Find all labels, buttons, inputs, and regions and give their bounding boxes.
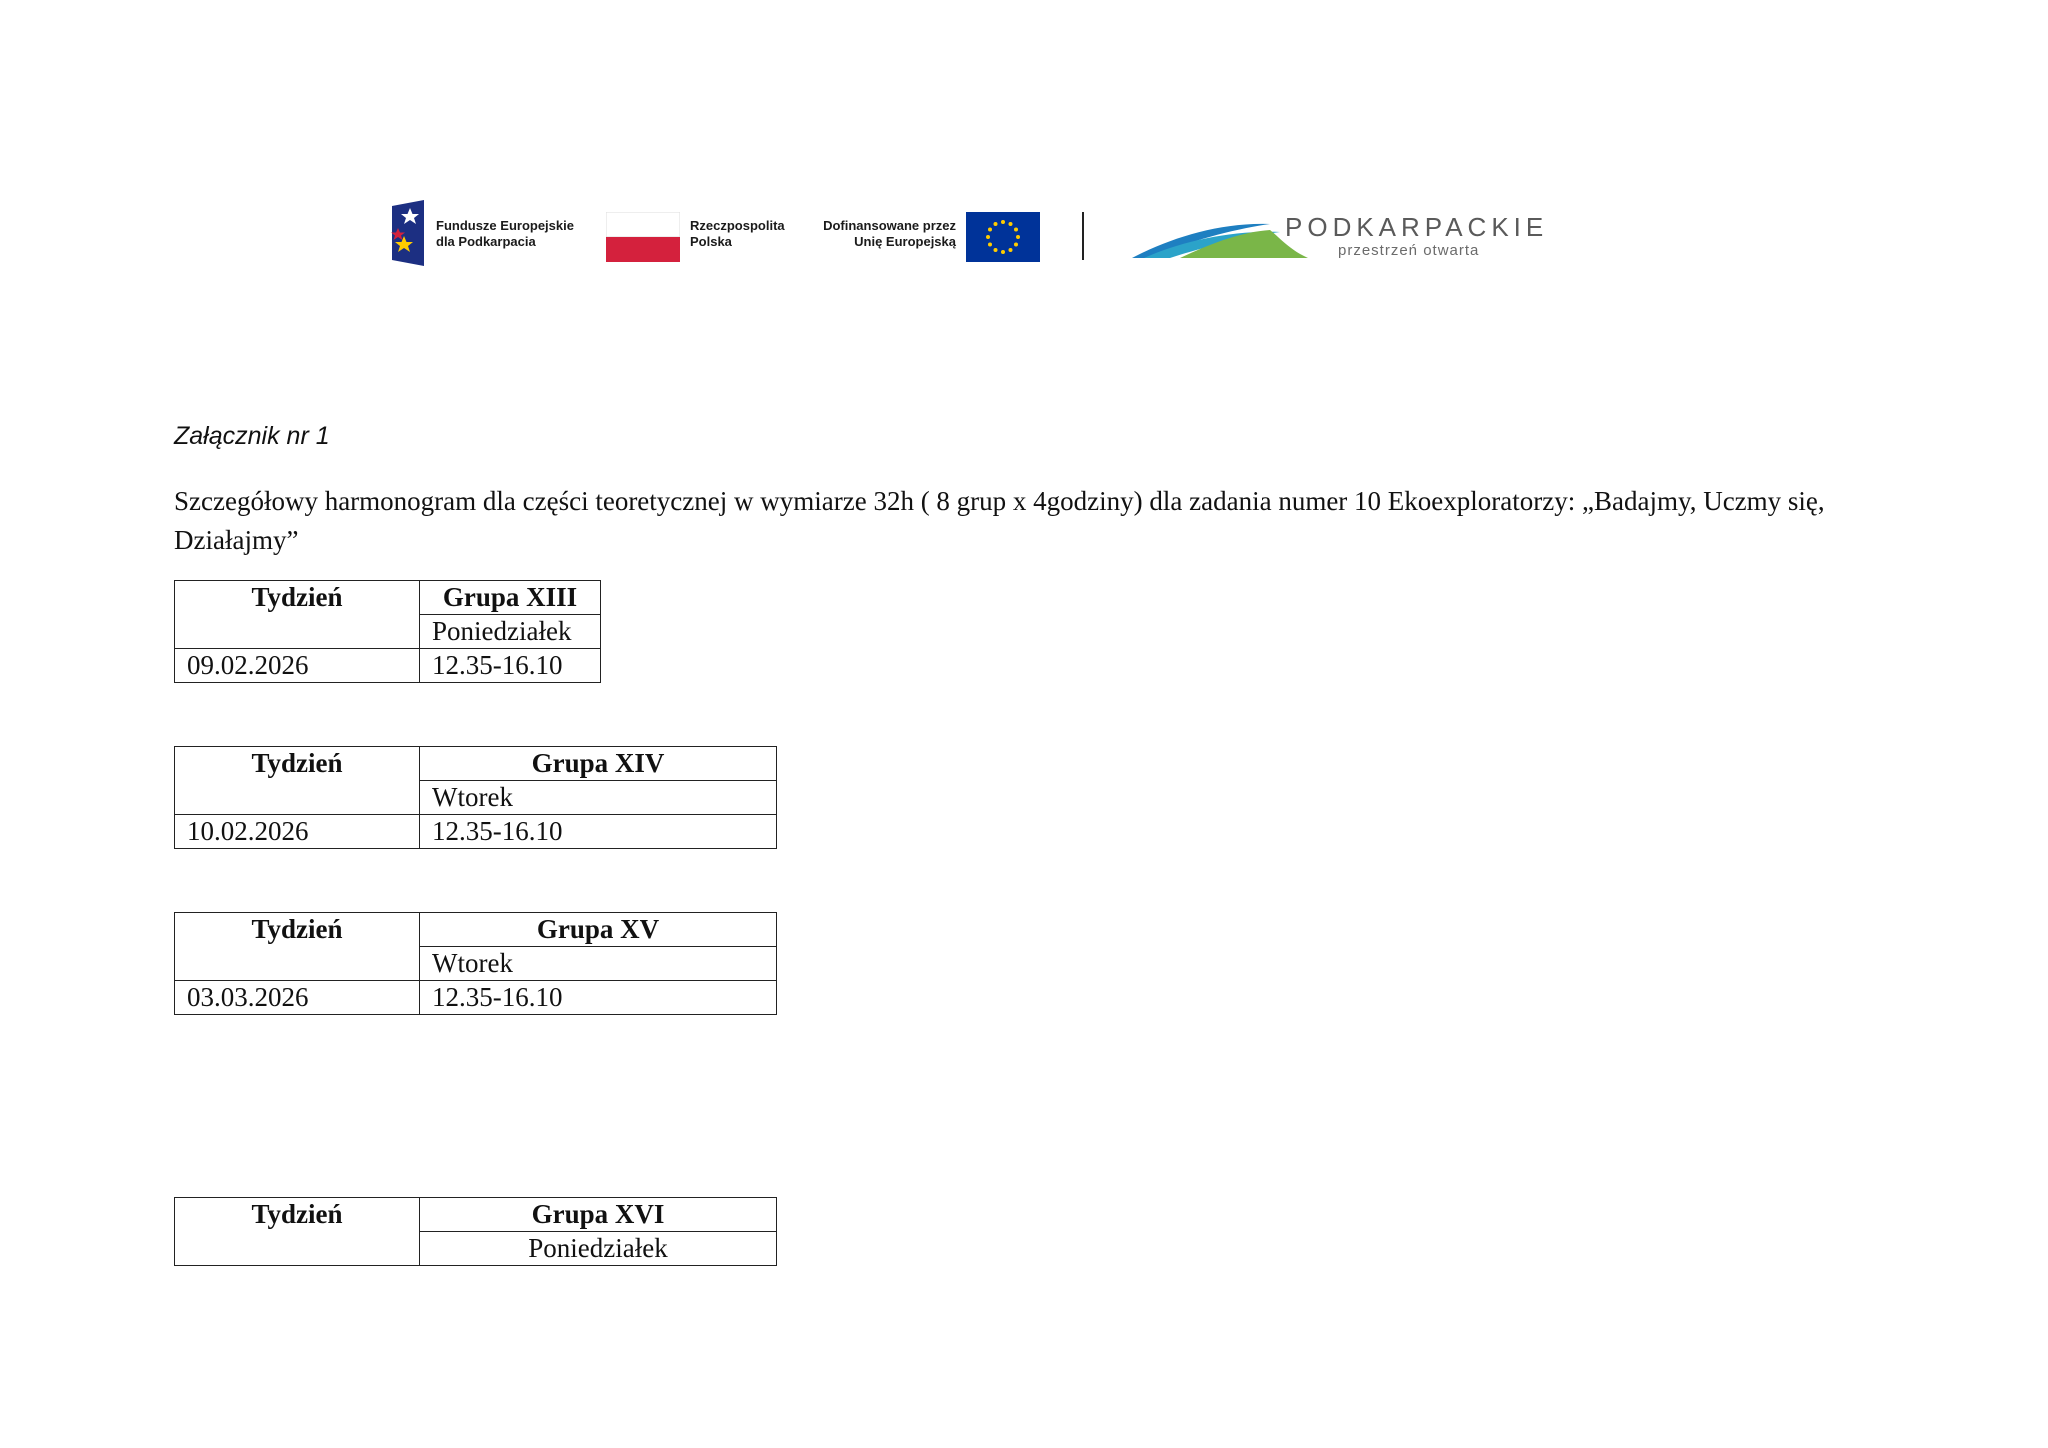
eu-line2: Unię Europejską xyxy=(854,234,956,249)
week-header: Tydzień xyxy=(175,1198,420,1266)
eu-logo-text xyxy=(823,218,956,250)
table-row xyxy=(175,747,777,781)
pl-logo-text xyxy=(690,218,785,250)
podkarpackie-tagline: przestrzeń otwarta xyxy=(1338,242,1480,259)
schedule-table-3 xyxy=(174,912,777,1015)
table-row xyxy=(175,913,777,947)
pl-line2: Polska xyxy=(690,234,732,249)
fe-line1: Fundusze Europejskie xyxy=(436,218,574,233)
week-header: Tydzień xyxy=(175,747,420,815)
group-header: Grupa XVI xyxy=(420,1198,777,1232)
fe-logo-text xyxy=(436,218,574,250)
logo-divider xyxy=(1082,212,1084,260)
time-cell: 12.35-16.10 xyxy=(420,649,601,683)
logo-bar xyxy=(390,200,1550,270)
eu-flag-icon xyxy=(966,212,1040,262)
fe-logo xyxy=(390,200,590,270)
podkarpackie-hills-icon xyxy=(1130,208,1310,268)
schedule-table-2 xyxy=(174,746,777,849)
fe-line2: dla Podkarpacia xyxy=(436,234,536,249)
fe-star-icon xyxy=(390,200,430,266)
group-header: Grupa XIII xyxy=(420,581,601,615)
table-row xyxy=(175,649,601,683)
week-header: Tydzień xyxy=(175,581,420,649)
podkarpackie-name: PODKARPACKIE xyxy=(1285,212,1549,242)
annex-label: Załącznik nr 1 xyxy=(174,422,330,450)
day-cell: Poniedziałek xyxy=(420,1232,777,1266)
table-row xyxy=(175,815,777,849)
podkarpackie-logo xyxy=(1130,200,1550,270)
group-header: Grupa XIV xyxy=(420,747,777,781)
schedule-table-1 xyxy=(174,580,601,683)
day-cell: Wtorek xyxy=(420,781,777,815)
week-header: Tydzień xyxy=(175,913,420,981)
schedule-table-4 xyxy=(174,1197,777,1266)
date-cell: 10.02.2026 xyxy=(175,815,420,849)
date-cell: 03.03.2026 xyxy=(175,981,420,1015)
time-cell: 12.35-16.10 xyxy=(420,815,777,849)
schedule-intro: Szczegółowy harmonogram dla części teoretycznej w wymiarze 32h ( 8 grup x 4godziny) dla zadania numer 10 Ekoexploratorzy: „Badajmy, Uczmy się, Działajmy” xyxy=(174,486,1825,555)
pl-line1: Rzeczpospolita xyxy=(690,218,785,233)
table-row xyxy=(175,1198,777,1232)
group-header: Grupa XV xyxy=(420,913,777,947)
time-cell: 12.35-16.10 xyxy=(420,981,777,1015)
eu-line1: Dofinansowane przez xyxy=(823,218,956,233)
eu-logo xyxy=(810,200,1040,270)
table-row xyxy=(175,981,777,1015)
pl-logo xyxy=(606,200,796,270)
day-cell: Poniedziałek xyxy=(420,615,601,649)
date-cell: 09.02.2026 xyxy=(175,649,420,683)
day-cell: Wtorek xyxy=(420,947,777,981)
polish-flag-icon xyxy=(606,212,680,262)
table-row xyxy=(175,581,601,615)
